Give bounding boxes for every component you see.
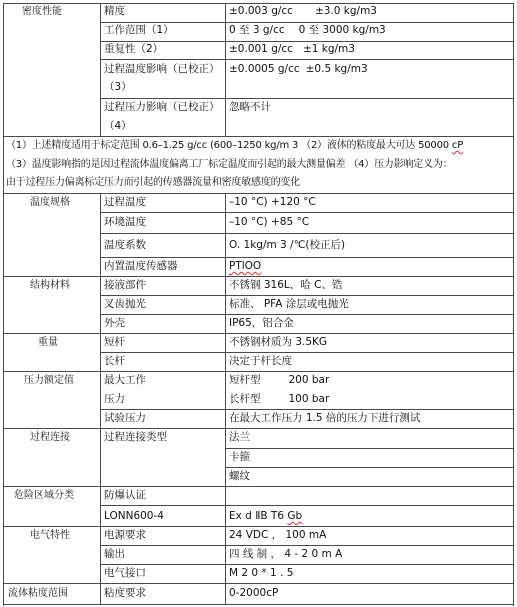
density-value: 忽略不计 (229, 101, 271, 113)
density-value-metric: ±0.001 g/cc (229, 43, 293, 55)
viscosity-param: 粘度要求 (104, 587, 146, 599)
material-param: 接液部件 (104, 279, 146, 291)
pressure-type: 长杆型 (229, 393, 261, 405)
electrical-param: 电气接口 (104, 567, 146, 579)
density-param-note: （4） (104, 120, 132, 132)
hazard-value (229, 510, 302, 523)
density-value (229, 63, 368, 76)
note-unit: cP (451, 140, 464, 151)
connection-param: 过程连接类型 (104, 431, 167, 443)
density-value (229, 43, 355, 56)
pressure-param: 最大工作 (104, 374, 146, 386)
section-electrical: 电气特性 (30, 530, 70, 541)
connection-value: 螺纹 (229, 470, 250, 482)
hazard-marking: Ex d ⅡB T6 (229, 510, 288, 522)
weight-value: 决定于杆长度 (229, 355, 292, 367)
density-value-metric: 0 至 3 g/cc (229, 24, 285, 36)
connection-value: 卡箍 (229, 451, 250, 463)
density-value-si: ±1 kg/m3 (302, 43, 355, 55)
temperature-value: PTlOO (229, 260, 262, 272)
note-line: 由于过程压力偏离标定压力而引起的传感器流量和密度敏感度的变化 (6, 177, 300, 188)
section-temperature: 温度规格 (30, 197, 70, 208)
temperature-param: 环境温度 (104, 216, 146, 228)
section-viscosity: 流体粘度范围 (8, 588, 68, 599)
connection-value: 法兰 (229, 431, 250, 443)
temperature-param: 过程温度 (104, 196, 146, 208)
section-connection: 过程连接 (30, 432, 70, 443)
section-pressure: 压力额定值 (24, 375, 74, 386)
weight-value: 不锈钢材质为 3.5KG (229, 336, 328, 348)
material-value: 标准、 PFA 涂层或电抛光 (229, 298, 349, 310)
pressure-type: 短杆型 (229, 374, 261, 386)
density-param: 工作范围（1） (104, 24, 174, 36)
pressure-rating: 200 bar (288, 374, 330, 386)
density-param: 重复性（2） (104, 43, 164, 55)
material-param: 叉齿抛光 (104, 298, 146, 310)
electrical-value: 四 线 制 ， 4 - 2 0 m A (229, 548, 343, 560)
hazard-param: LONN600-4 (104, 510, 164, 522)
electrical-value: 24 VDC ， 100 mA (229, 529, 327, 541)
note-text: （1）上述精度适用于标定范围 0.6–1.25 g/cc (600–1250 kg/m 3 （2）液体的粘度最大可达 50000 (6, 140, 452, 151)
note-line (6, 139, 463, 152)
electrical-value: M 2 0 * 1 . 5 (229, 567, 294, 579)
material-value: IP65，铝合金 (229, 317, 294, 329)
pressure-param: 试验压力 (104, 412, 146, 424)
section-hazard: 危险区域分类 (14, 490, 74, 501)
material-value: 不锈钢 316L、哈 C、锆 (229, 279, 343, 291)
pressure-value (229, 374, 329, 387)
pressure-value (229, 393, 329, 406)
density-value-si: ±3.0 kg/m3 (314, 5, 377, 17)
viscosity-value: 0-2000cP (229, 587, 279, 599)
density-param: 精度 (104, 5, 125, 17)
density-value-metric: ±0.0005 g/cc (229, 63, 300, 75)
density-param: 过程压力影响（已校正） (104, 101, 220, 113)
density-value (229, 24, 386, 37)
density-param-note: （3） (104, 81, 132, 93)
hazard-epl: Gb (287, 510, 303, 522)
pressure-value: 在最大工作压力 1.5 倍的压力下进行测试 (229, 412, 421, 424)
temperature-value: O. 1kg/m 3 /℃(校正后) (229, 239, 346, 251)
density-value-metric: ±0.003 g/cc (229, 5, 293, 17)
density-value-si: 0 至 3000 kg/m3 (298, 24, 386, 36)
note-line: （3）温度影响指的是因过程流体温度偏离工厂标定温度而引起的最大测量偏差 （4）压力影响定义为： (6, 159, 453, 170)
temperature-param: 温度系数 (104, 239, 146, 251)
pressure-rating: 100 bar (288, 393, 330, 405)
temperature-value: –10 °C) +120 °C (229, 196, 316, 208)
hazard-param: 防爆认证 (104, 489, 146, 501)
section-density: 密度性能 (22, 6, 62, 17)
pressure-param: 压力 (104, 393, 125, 405)
density-value-si: ±0.5 kg/m3 (305, 63, 368, 75)
material-param: 外壳 (104, 317, 125, 329)
electrical-param: 电源要求 (104, 529, 146, 541)
temperature-param: 内置温度传感器 (104, 260, 178, 272)
section-weight: 重量 (38, 337, 58, 348)
section-material: 结构材料 (30, 280, 70, 291)
weight-param: 短杆 (104, 336, 125, 348)
density-param: 过程温度影响（已校正） (104, 63, 220, 75)
electrical-param: 输出 (104, 548, 125, 560)
temperature-value: –10 °C) +85 °C (229, 216, 310, 228)
density-value (229, 5, 377, 18)
weight-param: 长杆 (104, 355, 125, 367)
